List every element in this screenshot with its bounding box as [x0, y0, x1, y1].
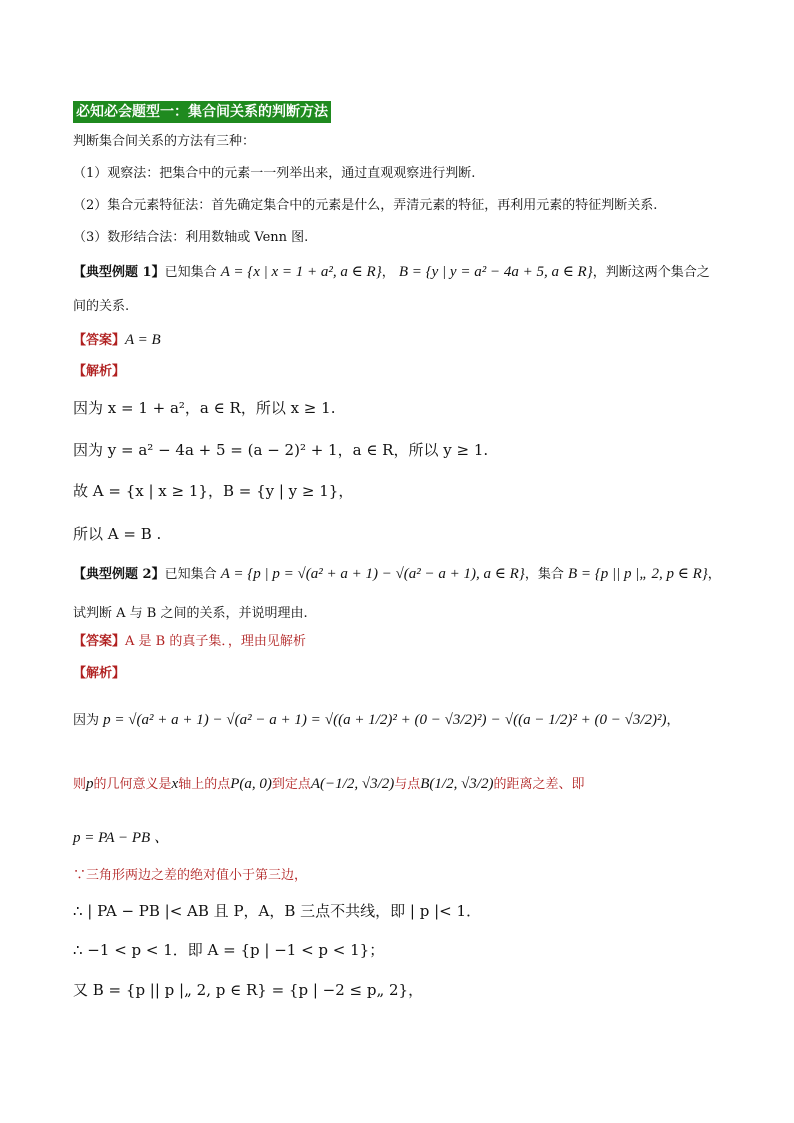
example-2-step-2: 则p的几何意义是x轴上的点P(a, 0)到定点A(−1/2, √3/2)与点B(1/2, √3/2)的距离之差、即: [73, 776, 585, 792]
analysis-tag-2: 【解析】: [73, 666, 126, 681]
analysis-tag: 【解析】: [73, 364, 126, 379]
example-1-step-3: 故 A = {x | x ≥ 1}，B = {y | y ≥ 1}，: [73, 482, 354, 500]
distance-root-2: √((a − 1/2)² + (0 − √3/2)²): [504, 712, 667, 728]
answer-value: A = B: [125, 332, 161, 348]
intro-text: 判断集合间关系的方法有三种：: [73, 134, 256, 149]
set-a-definition: A = {x | x = 1 + a², a ∈ R}: [220, 264, 382, 280]
example-1-step-4: 所以 A = B .: [73, 525, 162, 543]
method-1: （1）观察法：把集合中的元素一一列举出来，通过直观观察进行判断.: [73, 166, 476, 181]
example-2-step-3: p = PA − PB 、: [73, 830, 169, 846]
example-2-step-7: 又 B = {p || p |„ 2, p ∈ R} = {p | −2 ≤ p„ 2}，: [73, 981, 424, 999]
answer-value-2: A 是 B 的真子集．，理由见解析: [125, 634, 306, 649]
example-1-statement: 【典型例题 1】已知集合 A = {x | x = 1 + a², a ∈ R}， B = {y | y = a² − 4a + 5, a ∈ R}，判断这两个集合之: [73, 264, 710, 280]
set-b-definition: B = {y | y = a² − 4a + 5, a ∈ R}: [398, 264, 593, 280]
example-1-label: 【典型例题 1】: [73, 265, 165, 280]
example-2-step-4: ∵三角形两边之差的绝对值小于第三边，: [73, 868, 308, 883]
method-2: （2）集合元素特征法：首先确定集合中的元素是什么，弄清元素的特征，再利用元素的特征判断关系.: [73, 198, 658, 213]
example-2-step-6: ∴ −1 < p < 1．即 A = {p | −1 < p < 1}；: [73, 941, 385, 959]
answer-tag: 【答案】: [73, 333, 126, 348]
point-b: B(1/2, √3/2): [420, 776, 494, 792]
example-2-statement-cont: 试判断 A 与 B 之间的关系，并说明理由.: [73, 606, 308, 621]
example-2-label: 【典型例题 2】: [73, 567, 165, 582]
set-a-definition-2: A = {p | p = √(a² + a + 1) − √(a² − a + 1), a ∈ R}: [220, 566, 525, 582]
example-2-step-5: ∴ | PA − PB |< AB 且 P，A，B 三点不共线，即 | p |< 1．: [73, 902, 482, 920]
set-b-definition-2: B = {p || p |„ 2, p ∈ R}: [567, 566, 708, 582]
example-1-answer: [73, 330, 161, 351]
example-1-step-1: 因为 x = 1 + a²，a ∈ R，所以 x ≥ 1.: [73, 399, 336, 417]
example-1-statement-cont: 间的关系.: [73, 299, 130, 314]
section-title: 必知必会题型一：集合间关系的判断方法: [73, 101, 331, 123]
method-3: （3）数形结合法：利用数轴或 Venn 图.: [73, 230, 309, 245]
answer-tag-2: 【答案】: [73, 634, 126, 649]
point-p: P(a, 0): [230, 776, 272, 792]
example-1-step-2: 因为 y = a² − 4a + 5 = (a − 2)² + 1，a ∈ R，所以 y ≥ 1.: [73, 441, 489, 459]
example-2-answer: [73, 632, 306, 652]
example-2-statement: 【典型例题 2】已知集合 A = {p | p = √(a² + a + 1) − √(a² − a + 1), a ∈ R}，集合 B = {p || p |„ 2, p ∈ R}，: [73, 566, 721, 582]
point-a: A(−1/2, √3/2): [310, 776, 395, 792]
distance-root-1: √((a + 1/2)² + (0 − √3/2)²): [324, 712, 487, 728]
p-expression: p = √(a² + a + 1) − √(a² − a + 1) =: [103, 712, 321, 728]
example-2-step-1: 因为 p = √(a² + a + 1) − √(a² − a + 1) = √((a + 1/2)² + (0 − √3/2)²) − √((a − 1/2)² + (0 − √3/2)²)，: [73, 712, 680, 728]
